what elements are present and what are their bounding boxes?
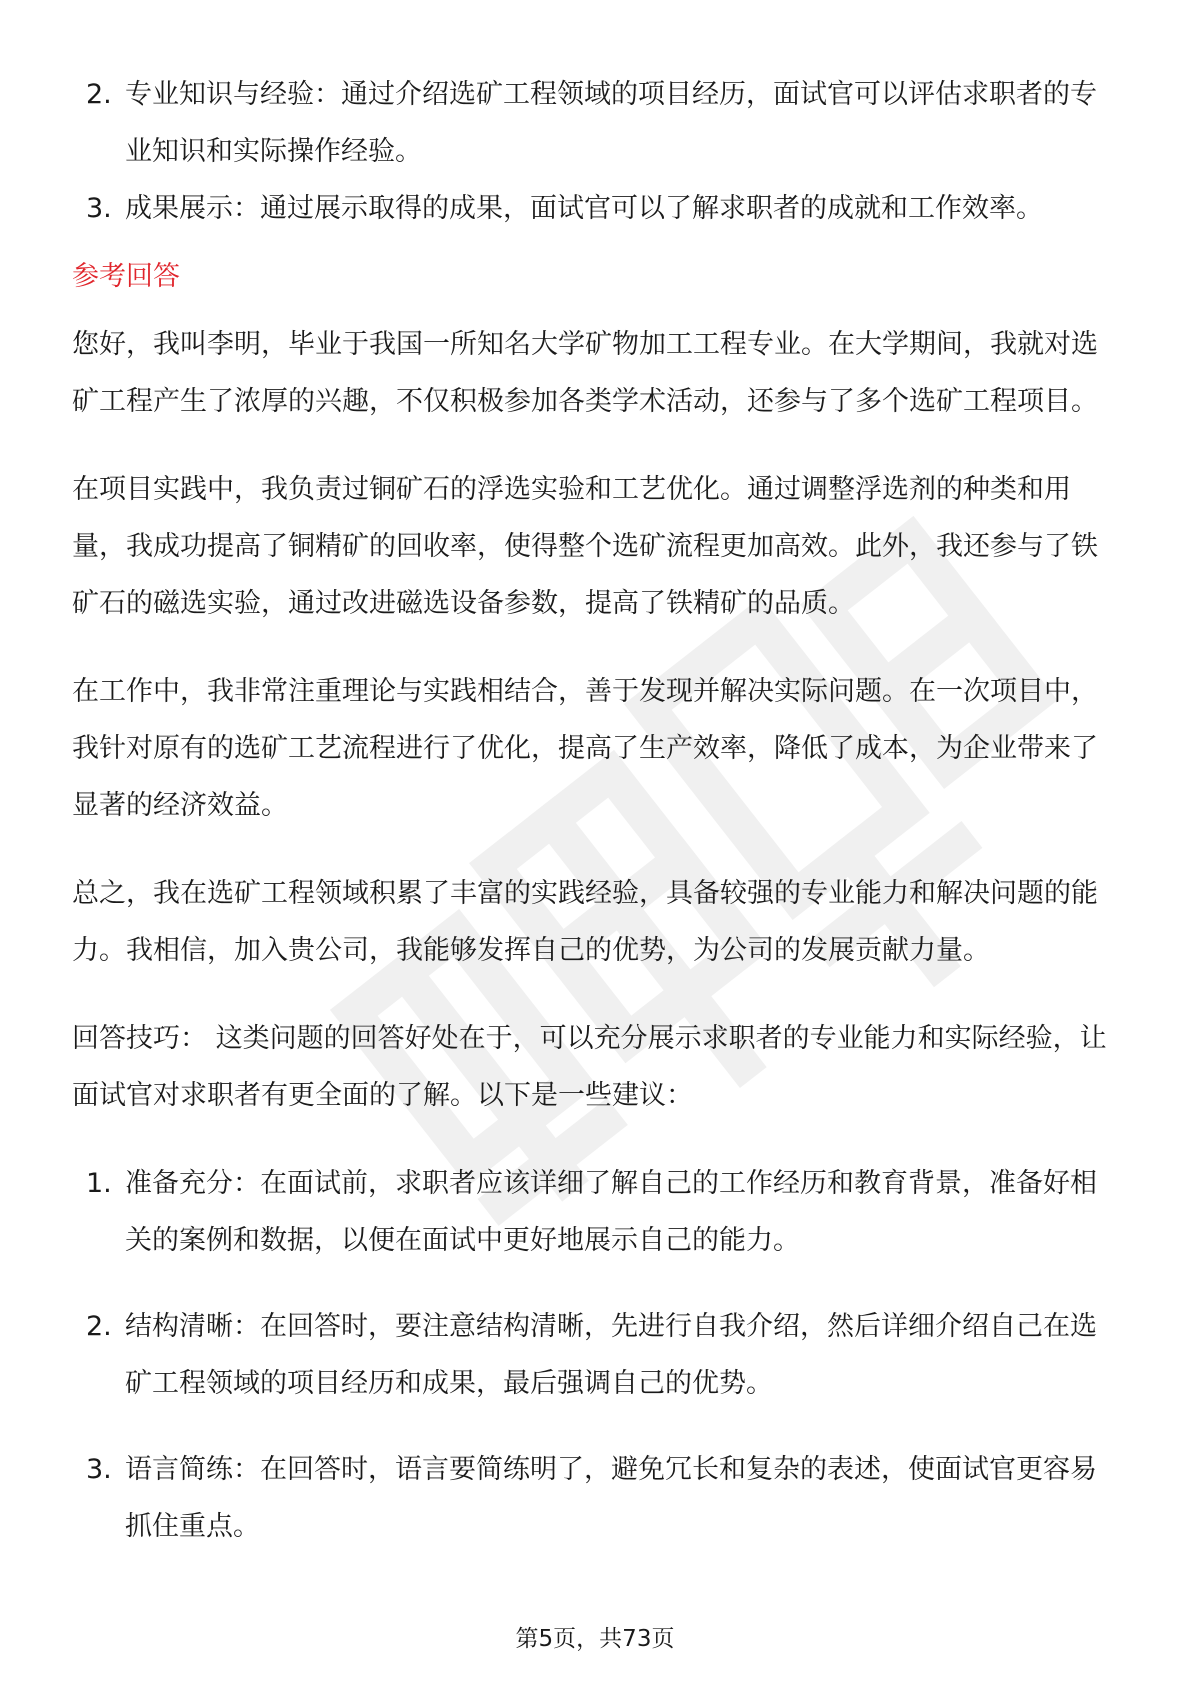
list-item [72, 180, 1117, 237]
list-item [72, 66, 1117, 180]
page-footer: 第5页，共73页 [515, 1626, 675, 1652]
answer-heading: 参考回答 [72, 261, 180, 292]
list-number: 1. [86, 1168, 112, 1199]
list-number: 2. [86, 79, 112, 110]
list-text: 结构清晰：在回答时，要注意结构清晰，先进行自我介绍，然后详细介绍自己在选矿工程领域的项目经历和成果，最后强调自己的优势。 [125, 1311, 1097, 1399]
answer-paragraph: 您好，我叫李明，毕业于我国一所知名大学矿物加工工程专业。在大学期间，我就对选矿工程产生了浓厚的兴趣，不仅积极参加各类学术活动，还参与了多个选矿工程项目。 [72, 329, 1098, 417]
list-number: 2. [86, 1311, 112, 1342]
list-text: 专业知识与经验：通过介绍选矿工程领域的项目经历，面试官可以评估求职者的专业知识和实际操作经验。 [125, 79, 1097, 167]
list-item [72, 1155, 1117, 1269]
answer-paragraph: 在项目实践中，我负责过铜矿石的浮选实验和工艺优化。通过调整浮选剂的种类和用量，我成功提高了铜精矿的回收率，使得整个选矿流程更加高效。此外，我还参与了铁矿石的磁选实验，通过改进磁选设备参数，提高了铁精矿的品质。 [72, 474, 1098, 619]
list-item [72, 1298, 1117, 1412]
list-number: 3. [86, 1454, 112, 1485]
list-text: 语言简练：在回答时，语言要简练明了，避免冗长和复杂的表述，使面试官更容易抓住重点。 [125, 1454, 1097, 1542]
list-number: 3. [86, 193, 112, 224]
list-text: 准备充分：在面试前，求职者应该详细了解自己的工作经历和教育背景，准备好相关的案例和数据，以便在面试中更好地展示自己的能力。 [125, 1168, 1097, 1256]
list-text: 成果展示：通过展示取得的成果，面试官可以了解求职者的成就和工作效率。 [125, 193, 1043, 224]
answer-paragraph: 在工作中，我非常注重理论与实践相结合，善于发现并解决实际问题。在一次项目中，我针对原有的选矿工艺流程进行了优化，提高了生产效率，降低了成本，为企业带来了显著的经济效益。 [72, 676, 1098, 821]
answer-paragraph: 总之，我在选矿工程领域积累了丰富的实践经验，具备较强的专业能力和解决问题的能力。我相信，加入贵公司，我能够发挥自己的优势，为公司的发展贡献力量。 [72, 878, 1098, 966]
document-body [72, 66, 1117, 1555]
tips-intro: 回答技巧： 这类问题的回答好处在于，可以充分展示求职者的专业能力和实际经验，让面试官对求职者有更全面的了解。以下是一些建议： [72, 1023, 1107, 1111]
list-item [72, 1441, 1117, 1555]
